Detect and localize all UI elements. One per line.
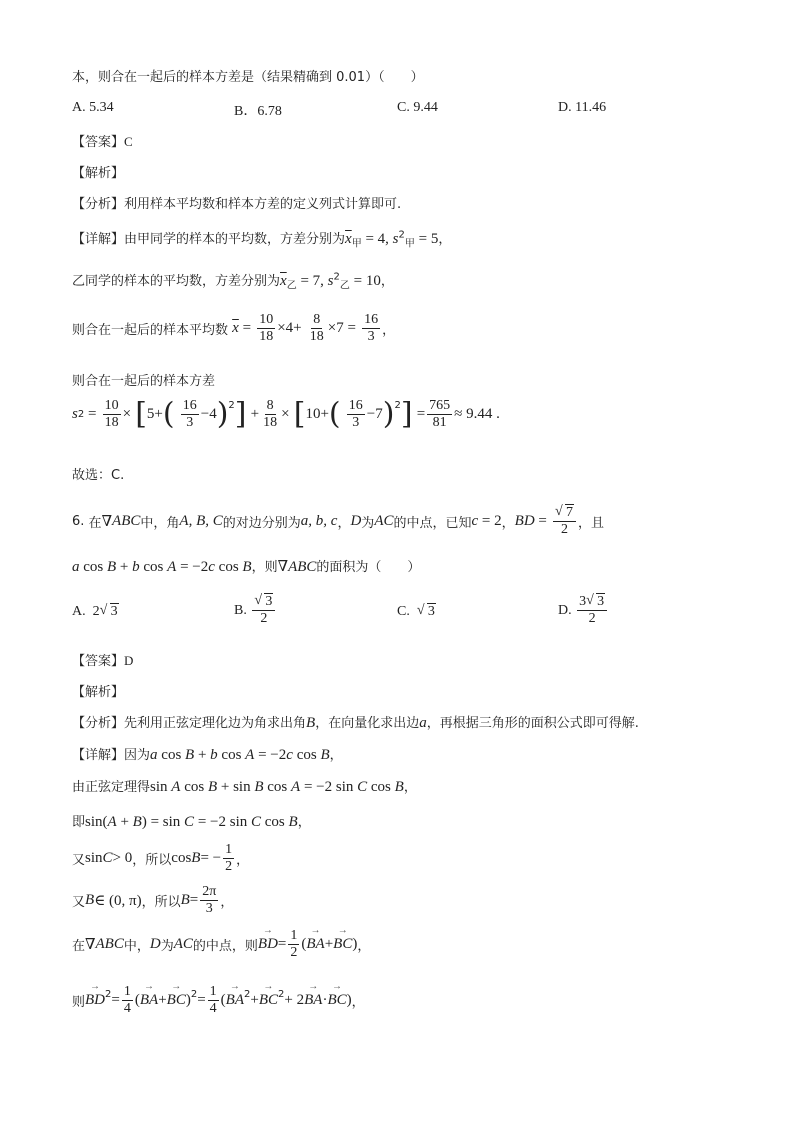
detail-text: ，所以 bbox=[132, 853, 172, 869]
answer-tag: 【答案】 bbox=[72, 135, 125, 150]
q6-fenxi: 【分析】先利用正弦定理化边为角求出角B，在向量化求出边a，再根据三角形的面积公式即可得解. bbox=[72, 715, 639, 731]
q6-detail-line-5: 又B∈ (0, π)，所以B= $\frac{2\pi}{3}$ ， bbox=[72, 884, 234, 917]
q5-variance-formula: s2 = $\frac{10}{18}$ × [5+( $\frac{16}{3}$ −4)2] + $\frac{8}{18}$ × [10+( $\frac{16}{3}$ −7)2] = $\frac{765}{81}$ ≈ 9.44 . bbox=[72, 396, 500, 432]
q6-stem-line-2: a cos B + b cos A = −2c cos B，则∇ABC的面积为（ ） bbox=[72, 559, 421, 575]
fraction: $\frac{16}{3}$ bbox=[364, 312, 379, 345]
q5-detail-line-3: 则合在一起后的样本平均数 $\overline{x}$ = $\frac{10}{18}$ ×4+ $\frac{8}{18}$ ×7 = $\frac{16}{3}$ ， bbox=[72, 312, 396, 345]
fraction: $\frac{8}{18}$ bbox=[309, 312, 324, 345]
q5-answer bbox=[72, 131, 133, 150]
option-label: A. bbox=[72, 604, 86, 619]
option-label: B. bbox=[234, 602, 247, 618]
q5-option-c: C. 9.44 bbox=[397, 100, 438, 115]
stem-text: 为 bbox=[361, 516, 375, 532]
q6-detail-line-3: 即sin(A + B) = sin C = −2 sin C cos B， bbox=[72, 814, 311, 830]
q5-stem-text: 本，则合在一起后的样本方差是（结果精确到 0.01）（ ） bbox=[72, 70, 424, 85]
xiangjie-label: 【详解】 bbox=[72, 232, 125, 247]
q6-stem-line-1: 6. 在∇ABC中，角A, B, C的对边分别为a, b, c，D为AC的中点，已知c = 2，BD = √ $\frac{7}{2}$ ，且 bbox=[72, 505, 604, 538]
q5-option-d: D. 11.46 bbox=[558, 100, 607, 115]
fenxi-text: ，在向量化求出边 bbox=[315, 716, 420, 731]
fenxi-text: ，再根据三角形的面积公式即可得解. bbox=[426, 716, 639, 731]
detail-text: 即 bbox=[72, 815, 86, 830]
q6-detail-line-2: 由正弦定理得sin A cos B + sin B cos A = −2 sin C cos B， bbox=[72, 779, 417, 795]
stem-text: 的中点，已知 bbox=[393, 516, 472, 532]
fenxi-text: 利用样本平均数和样本方差的定义列式计算即可. bbox=[124, 197, 402, 212]
q6-detail-line-4: 又sinC> 0，所以cosB= − $\frac{1}{2}$ ， bbox=[72, 842, 250, 875]
xiangjie-label: 【详解】 bbox=[72, 748, 125, 763]
stem-text: 在 bbox=[88, 516, 102, 532]
detail-text: 乙同学的样本的平均数，方差分别为 bbox=[72, 274, 281, 289]
q5-analysis-label: 【解析】 bbox=[72, 166, 125, 181]
answer-value: D bbox=[124, 653, 134, 668]
detail-text: 在 bbox=[72, 939, 86, 955]
q6-detail-line-7: 则→ BD2= $\frac{1}{4}$ (→ BA+→ BC)2= $\frac{1}{4}$ (→ BA2+→ BC2+ 2→ BA·→ BC)， bbox=[72, 984, 365, 1017]
detail-text: 由正弦定理得 bbox=[72, 780, 151, 795]
detail-text: 则 bbox=[72, 995, 86, 1011]
q5-option-b: B．6.78 bbox=[234, 104, 282, 119]
q5-stem bbox=[72, 66, 424, 85]
q6-option-a: A. 2 √ 3 bbox=[72, 604, 119, 620]
q5-detail-line-4: 则合在一起后的样本方差 bbox=[72, 374, 216, 389]
detail-text: 中， bbox=[123, 939, 150, 955]
math-mean: $\overline{x}$ bbox=[232, 320, 239, 337]
q5-detail-line-1: 【详解】由甲同学的样本的平均数，方差分别为$\overline{x}_甲 = 4$, $s^2_甲 = 5$， bbox=[72, 229, 452, 250]
q6-detail-line-1: 【详解】因为a cos B + b cos A = −2c cos B， bbox=[72, 747, 343, 763]
stem-text: 中，角 bbox=[140, 516, 180, 532]
q6-number: 6. bbox=[72, 514, 85, 530]
q5-detail-line-2: 乙同学的样本的平均数，方差分别为$\overline{x}_乙 = 7$, $s^2_乙 = 10$， bbox=[72, 271, 394, 292]
q6-detail-line-6: 在∇ABC中，D为AC的中点，则→ BD= $\frac{1}{2}$ (→ BA+→ BC)， bbox=[72, 928, 370, 961]
detail-text: 由甲同学的样本的平均数，方差分别为 bbox=[124, 232, 346, 247]
fenxi-label: 【分析】 bbox=[72, 197, 125, 212]
fenxi-text: 先利用正弦定理化边为角求出角 bbox=[124, 716, 307, 731]
q6-option-d: D. $\frac{3 √ 3}{2}$ bbox=[558, 594, 609, 627]
q5-choose: 故选：C. bbox=[72, 468, 125, 483]
q5-option-a: A. 5.34 bbox=[72, 100, 114, 115]
stem-text: 的面积为（ ） bbox=[316, 560, 421, 575]
detail-text: ，所以 bbox=[141, 895, 181, 911]
stem-text: ，则 bbox=[251, 560, 278, 575]
math-mean-jia: $\overline{x}$ bbox=[345, 231, 352, 247]
option-label: D. bbox=[558, 602, 572, 618]
detail-text: 则合在一起后的样本平均数 bbox=[72, 323, 229, 339]
detail-text: 又 bbox=[72, 895, 86, 911]
detail-text: 为 bbox=[160, 939, 174, 955]
fraction: √ $\frac{7}{2}$ bbox=[553, 505, 576, 538]
detail-text: 因为 bbox=[124, 748, 151, 763]
fenxi-label: 【分析】 bbox=[72, 716, 125, 731]
answer-tag: 【答案】 bbox=[72, 654, 125, 669]
q6-analysis-label: 【解析】 bbox=[72, 685, 125, 700]
q6-option-c: C. √ 3 bbox=[397, 604, 436, 620]
detail-text: 又 bbox=[72, 853, 86, 869]
option-label: C. bbox=[397, 604, 410, 619]
math-mean-yi: $\overline{x}$ bbox=[280, 273, 287, 289]
fraction: $\frac{10}{18}$ bbox=[259, 312, 274, 345]
q6-answer bbox=[72, 650, 133, 669]
stem-text: 的对边分别为 bbox=[222, 516, 301, 532]
q5-fenxi bbox=[72, 193, 401, 212]
detail-text: 的中点，则 bbox=[192, 939, 258, 955]
stem-text: ，且 bbox=[578, 516, 605, 532]
math-expr: = 4, bbox=[361, 231, 393, 247]
answer-value: C bbox=[124, 134, 133, 149]
q6-option-b: B. √ $\frac{3}{2}$ bbox=[234, 594, 277, 627]
